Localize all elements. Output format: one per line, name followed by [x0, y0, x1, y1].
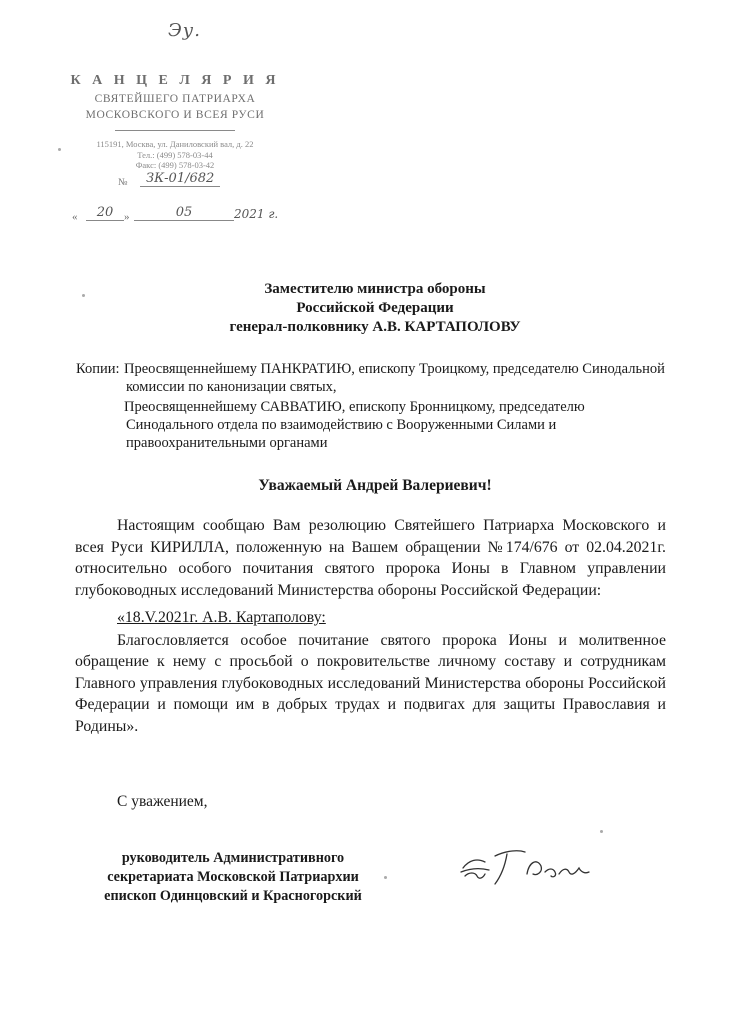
addressee-line-1: Заместителю министра обороны: [264, 281, 486, 297]
salutation: Уважаемый Андрей Валериевич!: [258, 477, 492, 494]
handwritten-signature: [455, 838, 595, 888]
addressee-line-3: генерал-полковнику А.В. КАРТАПОЛОВУ: [229, 319, 521, 335]
scan-speck: [600, 830, 603, 833]
resolution-heading: «18.V.2021г. А.В. Картаполову:: [117, 609, 326, 626]
handwritten-mark: Эу.: [168, 20, 201, 41]
letterhead-phone: Тел.: (499) 578-03-44: [137, 149, 213, 160]
signatory-line-3: епископ Одинцовский и Красногорский: [104, 888, 362, 904]
letterhead-title: К А Н Ц Е Л Я Р И Я: [70, 73, 280, 88]
letterhead-line-1: СВЯТЕЙШЕГО ПАТРИАРХА: [94, 93, 256, 105]
body-paragraph: Настоящим сообщаю Вам резолюцию Святейшего Патриарха Московского и всея Руси КИРИЛЛА, положенную на Вашем обращении №174/676 от 02.04.2021г. относительно особого почитания святого пророка Ионы в Главном управлении глубоководных исследований Министерства обороны Российской Федерации:: [75, 517, 666, 599]
letterhead-line-2: МОСКОВСКОГО И ВСЕЯ РУСИ: [85, 109, 265, 121]
date-month: 05: [134, 205, 234, 221]
registration-prefix: №: [118, 176, 128, 188]
letterhead: [60, 72, 290, 191]
letterhead-fax: Факс: (499) 578-03-42: [135, 160, 215, 170]
copies-recipient-2: Преосвященнейшему САВВАТИЮ, епископу Бронницкому, председателю Синодального отдела по взаимодействию с Вооруженными Силами и правоохранительными органами: [124, 399, 585, 451]
scan-speck: [82, 294, 85, 297]
copies-label: Копии:: [76, 361, 120, 377]
scan-speck: [58, 148, 61, 151]
copies-block: [76, 360, 676, 452]
letterhead-divider: [115, 130, 235, 131]
registration-line: [60, 170, 290, 191]
resolution-text: Благословляется особое почитание святого пророка Ионы и молитвенное обращение к нему с просьбой о покровительстве личному составу и сотрудникам Главного управления глубоководных исследований Министерства обороны Российской Федерации и помощи им в добрых трудах и подвигах для защиты Православия и Родины».: [75, 631, 666, 735]
date-year: 2021 г.: [234, 207, 279, 221]
addressee-line-2: Российской Федерации: [296, 300, 454, 316]
closing: С уважением,: [117, 793, 208, 810]
date-quote-open: «: [72, 211, 78, 223]
copies-recipient-1: Преосвященнейшему ПАНКРАТИЮ, епископу Троицкому, председателю Синодальной комиссии по канонизации святых,: [124, 361, 665, 395]
date-quote-close: »: [124, 211, 130, 223]
addressee-block: [150, 280, 600, 337]
letter-body: [75, 515, 666, 737]
registration-number: ЗК-01/682: [140, 171, 220, 187]
letterhead-address: 115191, Москва, ул. Даниловский вал, д. 22: [96, 139, 254, 149]
signatory-line-2: секретариата Московской Патриархии: [107, 869, 359, 885]
signatory-line-1: руководитель Административного: [121, 850, 345, 866]
scan-speck: [384, 876, 387, 879]
date-line: [72, 205, 282, 227]
date-day: 20: [86, 205, 124, 221]
signatory-block: [74, 849, 392, 906]
